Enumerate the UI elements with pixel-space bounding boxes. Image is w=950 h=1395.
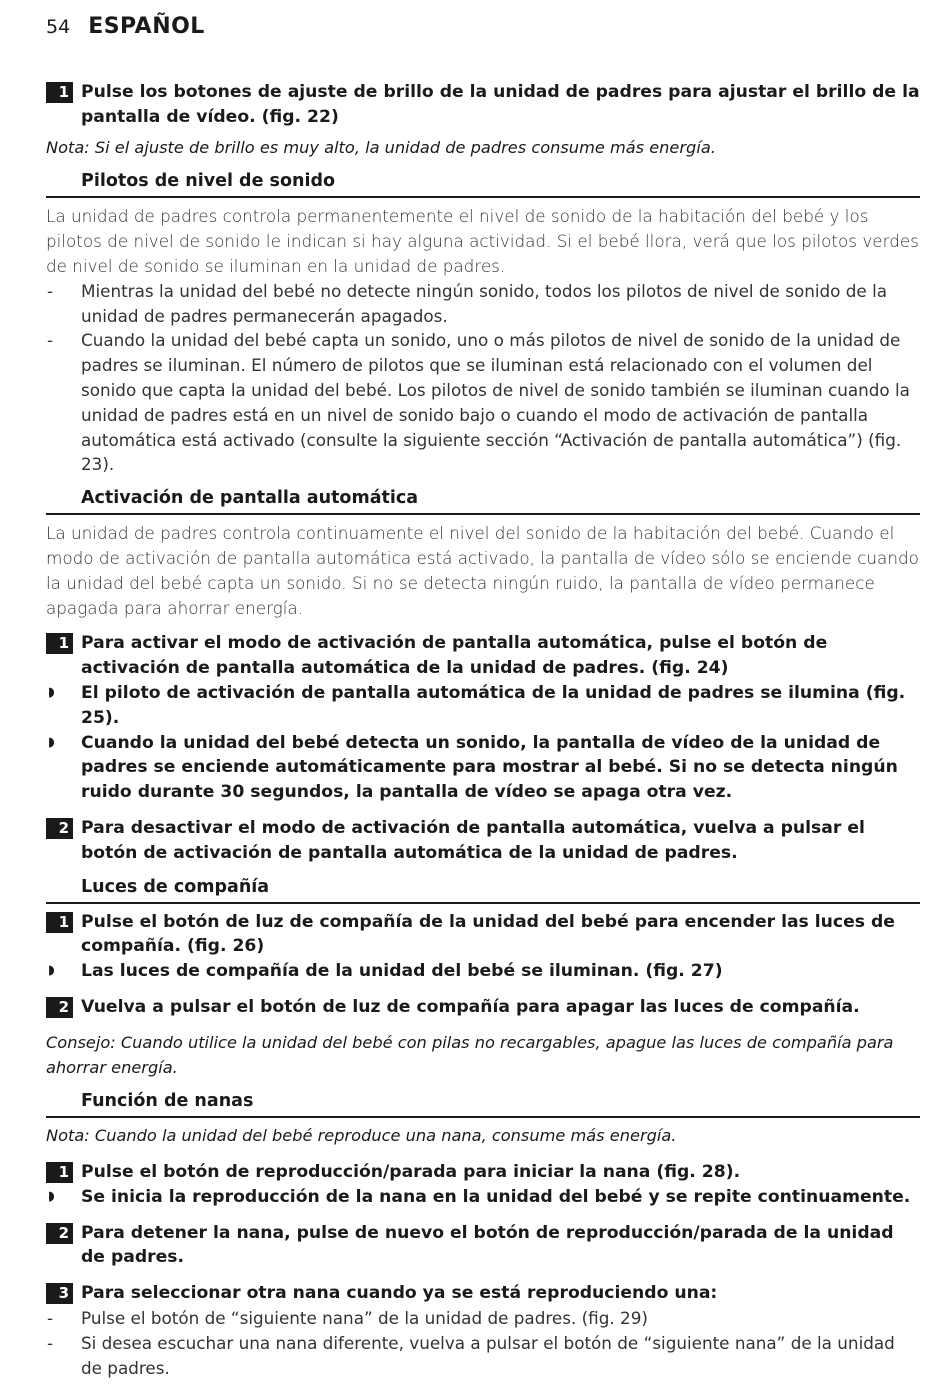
step-number: 1 [46,1162,73,1183]
list-item [46,279,920,329]
step-text: Pulse el botón de luz de compañía de la unidad del bebé para encender las luces de compañía. (fig. 26) [81,911,895,957]
step-text: Vuelva a pulsar el botón de luz de compañía para apagar las luces de compañía. [81,996,860,1017]
step-number: 2 [46,1223,73,1244]
section-heading-night-light: Luces de compañía [46,874,920,904]
dash-marker: - [47,1308,54,1329]
language-title: ESPAÑOL [88,14,205,39]
result-arrow-icon: ◗ [48,963,55,979]
list-item-text: Mientras la unidad del bebé no detecte ningún sonido, todos los pilotos de nivel de sonido de la unidad de padres permanecerán apagados. [81,280,888,326]
result-text: El piloto de activación de pantalla automática de la unidad de padres se ilumina (fig. 25). [81,682,906,728]
step-number: 3 [46,1283,73,1304]
dash-marker: - [47,1332,54,1353]
note-label: Nota: [46,137,90,157]
step-number: 1 [46,912,73,933]
list-item [46,328,920,477]
list-item-text: Pulse el botón de “siguiente nana” de la unidad de padres. (fig. 29) [81,1308,648,1329]
dash-marker: - [47,330,54,351]
paragraph-sound-level: La unidad de padres controla permanentemente el nivel de sonido de la habitación del bebé y los pilotos de nivel de sonido le indican si hay alguna actividad. Si el bebé llora, verá que los pilotos verdes de nivel de sonido se iluminan en la unidad de padres. [46,206,919,276]
result-item [46,959,920,984]
tip-label: Consejo: [46,1032,116,1052]
list-item [46,1306,920,1331]
step-number: 1 [46,633,73,654]
result-item [46,681,920,731]
dash-marker: - [47,280,54,301]
step-light-on [46,910,920,960]
tip-night-light [46,1031,920,1081]
step-number: 2 [46,997,73,1018]
step-text: Para seleccionar otra nana cuando ya se está reproduciendo una: [81,1283,718,1304]
step-brightness [46,80,920,130]
list-item-text: Si desea escuchar una nana diferente, vuelva a pulsar el botón de “siguiente nana” de la unidad de padres. [81,1332,895,1378]
result-text: Las luces de compañía de la unidad del bebé se iluminan. (fig. 27) [81,961,723,982]
step-number: 1 [46,82,73,103]
result-arrow-icon: ◗ [48,1188,55,1204]
step-text: Pulse los botones de ajuste de brillo de la unidad de padres para ajustar el brillo de la pantalla de vídeo. (fig. 22) [81,82,920,127]
result-text: Se inicia la reproducción de la nana en la unidad del bebé y se repite continuamente. [81,1186,911,1207]
page-number: 54 [46,16,71,38]
note-text: Cuando la unidad del bebé reproduce una nana, consume más energía. [94,1126,677,1146]
step-lullaby-select [46,1281,920,1306]
step-deactivate-auto-screen [46,816,920,866]
step-number: 2 [46,818,73,839]
step-lullaby-start [46,1160,920,1185]
result-arrow-icon: ◗ [48,684,55,700]
step-text: Para desactivar el modo de activación de pantalla automática, vuelva a pulsar el botón de activación de pantalla automática de la unidad de padres. [81,817,865,863]
result-text: Cuando la unidad del bebé detecta un sonido, la pantalla de vídeo de la unidad de padres se enciende automáticamente para mostrar al bebé. Si no se detecta ningún ruido durante 30 segundos, la pantalla de vídeo se apaga otra vez. [81,732,898,803]
tip-text: Cuando utilice la unidad del bebé con pilas no recargables, apague las luces de compañía para ahorrar energía. [46,1032,894,1077]
note-label: Nota: [46,1126,90,1146]
step-lullaby-stop [46,1221,920,1271]
result-arrow-icon: ◗ [48,734,55,750]
list-item [46,1331,920,1381]
paragraph-auto-screen: La unidad de padres controla continuamente el nivel del sonido de la habitación del bebé. Cuando el modo de activación de pantalla automática está activado, la pantalla de vídeo sólo se enciende cuando la unidad del bebé capta un sonido. Si no se detecta ningún ruido, la pantalla de vídeo permanece apagada para ahorrar energía. [46,523,919,618]
result-item [46,731,920,805]
step-text: Para detener la nana, pulse de nuevo el botón de reproducción/parada de la unidad de padres. [81,1222,894,1268]
list-item-text: Cuando la unidad del bebé capta un sonido, uno o más pilotos de nivel de sonido de la unidad de padres se iluminan. El número de pilotos que se iluminan está relacionado con el volumen del sonido que capta la unidad del bebé. Los pilotos de nivel de sonido también se iluminan cuando la unidad de padres está en un nivel de sonido bajo o cuando el modo de activación de pantalla automática está activado (consulte la siguiente sección “Activación de pantalla automática”) (fig. 23). [81,330,910,475]
note-lullaby [46,1124,920,1149]
step-text: Para activar el modo de activación de pantalla automática, pulse el botón de activación de pantalla automática de la unidad de padres. (fig. 24) [81,633,828,679]
section-heading-lullaby: Función de nanas [46,1088,920,1118]
section-heading-sound-level: Pilotos de nivel de sonido [46,168,920,198]
page-content [46,80,920,1380]
step-text: Pulse el botón de reproducción/parada para iniciar la nana (fig. 28). [81,1162,741,1183]
step-activate-auto-screen [46,631,920,681]
step-light-off [46,995,920,1020]
section-heading-auto-screen: Activación de pantalla automática [46,485,920,515]
note-brightness [46,136,920,161]
page-header [46,14,205,46]
note-text: Si el ajuste de brillo es muy alto, la unidad de padres consume más energía. [94,137,716,157]
result-item [46,1185,920,1210]
